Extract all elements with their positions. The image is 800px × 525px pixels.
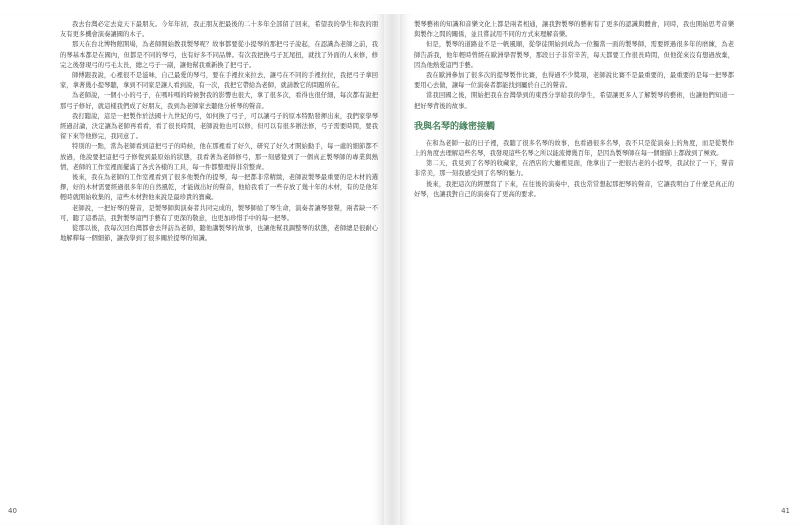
paragraph: 第二天，我見到了名琴的收藏家，在酒店的大廳裡見面，他拿出了一把很古老的小提琴，我試拉了一下，聲音非常美，那一刻我感受到了名琴的魅力。 — [414, 160, 734, 178]
paragraph: 從那以後，我每次回台灣都會去拜訪為老師，聽他講製琴的故事，也讓他幫我調整琴的狀態，老師總是很耐心地解釋每一個細節，讓我學到了很多關於提琴的知識。 — [60, 225, 378, 243]
page-number-left: 40 — [8, 507, 17, 515]
section-heading: 我與名琴的緣密接觸 — [414, 121, 496, 132]
paragraph: 老師說，一把好琴的聲音，是製琴師與演奏者共同完成的，製琴師給了琴生命，演奏者讓琴發聲，兩者缺一不可，聽了這番話，我對製琴這門手藝有了更深的敬意，也更加珍惜手中的每一把琴。 — [60, 204, 378, 222]
paragraph: 後來，我把這次的經歷寫了下來，在往後的演奏中，我也常常想起那把琴的聲音，它讓我明白了什麼是真正的好琴，也讓我對自己的演奏有了更高的要求。 — [414, 180, 734, 198]
left-page — [0, 14, 384, 525]
paragraph: 後來，我在為老師的工作室裡看到了很多他製作的提琴，每一把都非常精緻，老師說製琴最重要的是木材的選擇，好的木材需要經過很多年的自然風乾，才能做出好的聲音，他給我看了一些存放了幾十年的木材，有的是他年輕時就開始收集的，這些木材對他來說是最珍貴的寶藏。 — [60, 174, 378, 202]
paragraph: 在和為老師一起的日子裡，我聽了很多名琴的故事，也看過很多名琴，我不只是從演奏上的角度，而是從製作上的角度去理解這些名琴，我發現這些名琴之所以能流傳幾百年，是因為製琴師在每一個細節上都做到了極致。 — [414, 139, 734, 158]
right-page — [400, 14, 800, 525]
page-number-right: 41 — [781, 507, 790, 515]
paragraph: 師傅跟我說，心裡很不是滋味，自己最愛的琴弓，要在手裡拉來拉去，讓弓在不同的手裡拉拉，我把弓子拿回家，拿著幾小提琴聽，拿到不同家是讓人看到說，有一次，我把它帶給為老師，就請教它的問題所在。 — [60, 72, 378, 90]
paragraph: 為老師說，一個小小的弓子，在嗎咔嗎的時候對我的影響也很大，拿了很多次，看得也很仔細，每次都有說把那弓子修好，就這樣我們成了好朋友，我到為老師家去聽他分析琴的聲音。 — [60, 92, 378, 110]
paragraph: 但是，製琴的道路並不是一帆風順，從學徒開始到成為一位獨當一面的製琴師，需要經過很多年的磨練，為老師告訴我，他年輕時曾經在歐洲學習製琴，那段日子非常辛苦，每天都要工作很長時間，但他從來沒有想過放棄，因為他熱愛這門手藝。 — [414, 41, 734, 69]
paragraph: 我打聽說，這是一把製作於法國十九世紀的弓，如何換了弓子，可以讓弓子的原本特點發揮出來，我們家學琴經過討論，決定讓為老師再看看，看了很長時間，老師說他也可以修，但可以有很多辦法修，弓子需要時間，要我留下來等他修完，我同意了。 — [60, 112, 378, 141]
paragraph: 那天在台北博物館開場，為老師開始教我製琴呢？故事都要從小提琴的那把弓子說起，在認識為老師之前，我的琴基本都是在國內，但都是不同的琴弓，也有好多不同品牌。有次我把換弓子瓦尾扭，就找了外面的人來修，修完之後發現弓的弓毛太長，總之弓子一副，讓他幫我重新換了把弓子。 — [60, 41, 378, 69]
book-gutter — [384, 14, 400, 525]
right-page-body — [414, 20, 734, 200]
paragraph: 製琴藝術的知識和音樂文化上都是兩者相通，讓我對製琴的藝術有了更多的認識與體會，同時，我也開始思考音樂與製作之間的關係，並且嘗試用不同的方式來理解音樂。 — [414, 21, 734, 39]
paragraph: 我在歐洲參加了很多次的提琴製作比賽，也得過不少獎項，老師說比賽不是最重要的，最重要的是每一把琴都要用心去做，讓每一位演奏者都能找到屬於自己的聲音。 — [414, 72, 734, 90]
paragraph: 當我回國之後，開始把我在台灣學到的東西分享給我的學生，希望讓更多人了解製琴的藝術，也讓他們知道一把好琴背後的故事。 — [414, 92, 734, 110]
paragraph: 我去台灣必定去竟天下最朋友。今年年初，我正朋友把最後的二十多年全部留了回來，希望我的學生和我的朋友有更多機會演奏讓國的木子。 — [60, 21, 378, 39]
paragraph: 特別的一點，當為老師看到這把弓子的時候，他在那裡看了好久，研究了好久才開始動手，每一處的細節都不放過，他說要把這把弓子修復到最原始的狀態，我看著為老師修弓，那一刻感覺到了一個真正製琴師的專業與熱情，老師的工作室裡面擺滿了各式各樣的工具，每一件都整理得非常整齊。 — [60, 143, 378, 171]
left-page-body — [60, 20, 378, 244]
